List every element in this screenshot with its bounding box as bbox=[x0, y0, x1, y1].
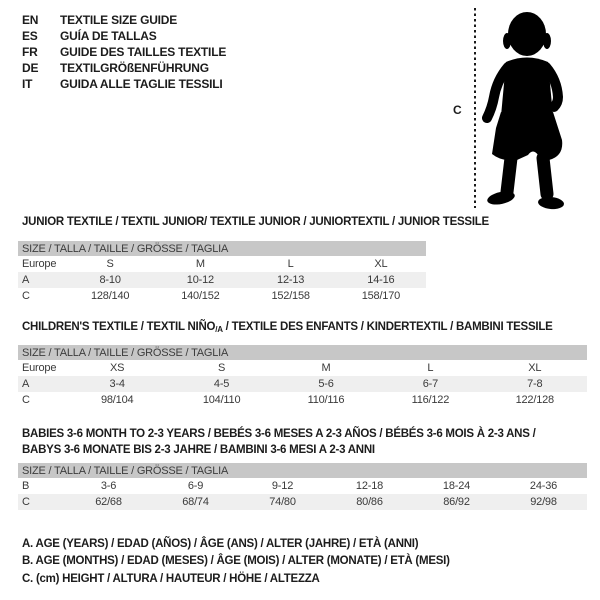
cell: 18-24 bbox=[442, 480, 471, 492]
language-code: FR bbox=[22, 45, 38, 59]
cell: 104/110 bbox=[202, 394, 241, 406]
row-label: C bbox=[18, 494, 65, 510]
legend-line-b: B. AGE (MONTHS) / EDAD (MESES) / ÂGE (MOIS) / ALTER (MONATE) / ETÀ (MESI) bbox=[22, 555, 450, 568]
size-header-row bbox=[18, 463, 587, 478]
cell: 6-7 bbox=[378, 376, 482, 392]
size-header-label: SIZE / TALLA / TAILLE / GRÖSSE / TAGLIA bbox=[18, 345, 587, 360]
children-title-main: CHILDREN'S TEXTILE / TEXTIL NIÑO bbox=[22, 321, 216, 333]
cell: 92/98 bbox=[500, 494, 587, 510]
row-label: C bbox=[22, 394, 30, 406]
table-row-age-months bbox=[18, 478, 587, 494]
language-title: TEXTILGRÖßENFÜHRUNG bbox=[60, 61, 209, 75]
row-label: A bbox=[18, 272, 65, 288]
language-title: GUÍA DE TALLAS bbox=[60, 29, 157, 43]
height-label-c: C bbox=[453, 103, 462, 117]
cell: 128/140 bbox=[90, 290, 130, 302]
language-row bbox=[22, 44, 226, 60]
table-row-height bbox=[18, 288, 426, 304]
cell: 158/170 bbox=[361, 290, 401, 302]
cell: 12-13 bbox=[246, 272, 336, 288]
children-section-title bbox=[22, 319, 553, 338]
babies-title-line1: BABIES 3-6 MONTH TO 2-3 YEARS / BEBÉS 3-6 MESES A 2-3 AÑOS / BÉBÉS 3-6 MOIS À 2-3 ANS / bbox=[22, 428, 536, 440]
cell: 116/122 bbox=[411, 394, 450, 406]
row-label: C bbox=[22, 290, 30, 302]
children-size-table bbox=[18, 345, 587, 408]
legend-line-c: C. (cm) HEIGHT / ALTURA / HAUTEUR / HÖHE / ALTEZZA bbox=[22, 572, 320, 585]
children-title-subscript: /A bbox=[215, 325, 223, 334]
babies-section-title bbox=[22, 426, 536, 458]
language-row bbox=[22, 60, 226, 76]
language-code: IT bbox=[22, 77, 33, 91]
table-row-europe bbox=[18, 256, 426, 272]
cell: 68/74 bbox=[152, 494, 239, 510]
legend-line-a: A. AGE (YEARS) / EDAD (AÑOS) / ÂGE (ANS) / ALTER (JAHRE) / ETÀ (ANNI) bbox=[22, 538, 419, 550]
cell: 62/68 bbox=[65, 494, 152, 510]
language-title: GUIDE DES TAILLES TEXTILE bbox=[60, 45, 227, 59]
cell: L bbox=[287, 258, 294, 270]
cell: 98/104 bbox=[100, 394, 134, 406]
language-title-list bbox=[22, 12, 226, 92]
row-label: B bbox=[22, 480, 30, 492]
row-label: Europe bbox=[22, 362, 57, 374]
cell: 74/80 bbox=[239, 494, 326, 510]
table-row-height bbox=[18, 494, 587, 510]
language-code: EN bbox=[22, 13, 39, 27]
cell: 122/128 bbox=[515, 394, 554, 406]
row-label: A bbox=[18, 376, 65, 392]
language-title: GUIDA ALLE TAGLIE TESSILI bbox=[60, 77, 223, 91]
cell: 14-16 bbox=[336, 272, 426, 288]
cell: 152/158 bbox=[271, 290, 310, 302]
cell: XL bbox=[528, 362, 542, 374]
table-row-europe bbox=[18, 360, 587, 376]
cell: 3-6 bbox=[100, 480, 117, 492]
table-row-age bbox=[18, 272, 426, 288]
babies-title-line2: BABYS 3-6 MONATE BIS 2-3 JAHRE / BAMBINI 3-6 MESI A 2-3 ANNI bbox=[22, 444, 375, 456]
cell: XS bbox=[110, 362, 125, 374]
cell: 4-5 bbox=[169, 376, 273, 392]
children-title-rest: / TEXTILE DES ENFANTS / KINDERTEXTIL / BAMBINI TESSILE bbox=[222, 321, 553, 333]
cell: M bbox=[321, 362, 331, 374]
baby-silhouette bbox=[481, 10, 571, 210]
language-title: TEXTILE SIZE GUIDE bbox=[60, 13, 178, 27]
size-header-row bbox=[18, 241, 426, 256]
table-row-height bbox=[18, 392, 587, 408]
babies-size-table bbox=[18, 463, 587, 510]
cell: XL bbox=[374, 258, 388, 270]
cell: 10-12 bbox=[155, 272, 245, 288]
language-row bbox=[22, 12, 226, 28]
junior-size-table bbox=[18, 241, 426, 304]
size-header-label: SIZE / TALLA / TAILLE / GRÖSSE / TAGLIA bbox=[18, 463, 587, 478]
size-header-row bbox=[18, 345, 587, 360]
cell: M bbox=[195, 258, 205, 270]
height-dotted-line bbox=[474, 8, 476, 208]
row-label: Europe bbox=[22, 258, 57, 270]
cell: S bbox=[106, 258, 114, 270]
cell: S bbox=[218, 362, 226, 374]
cell: 86/92 bbox=[413, 494, 500, 510]
language-row bbox=[22, 28, 226, 44]
junior-section-title: JUNIOR TEXTILE / TEXTIL JUNIOR/ TEXTILE JUNIOR / JUNIORTEXTIL / JUNIOR TESSILE bbox=[22, 216, 489, 228]
language-code: DE bbox=[22, 61, 39, 75]
language-code: ES bbox=[22, 29, 38, 43]
measurement-legend bbox=[22, 536, 450, 588]
cell: 24-36 bbox=[529, 480, 558, 492]
cell: 80/86 bbox=[326, 494, 413, 510]
cell: 5-6 bbox=[274, 376, 378, 392]
cell: 3-4 bbox=[65, 376, 169, 392]
language-row bbox=[22, 76, 226, 92]
table-row-age bbox=[18, 376, 587, 392]
cell: 140/152 bbox=[181, 290, 220, 302]
cell: 9-12 bbox=[271, 480, 294, 492]
cell: L bbox=[427, 362, 434, 374]
cell: 110/116 bbox=[307, 394, 345, 406]
cell: 7-8 bbox=[483, 376, 587, 392]
size-header-label: SIZE / TALLA / TAILLE / GRÖSSE / TAGLIA bbox=[18, 241, 426, 256]
cell: 12-18 bbox=[355, 480, 384, 492]
cell: 6-9 bbox=[187, 480, 204, 492]
cell: 8-10 bbox=[65, 272, 155, 288]
